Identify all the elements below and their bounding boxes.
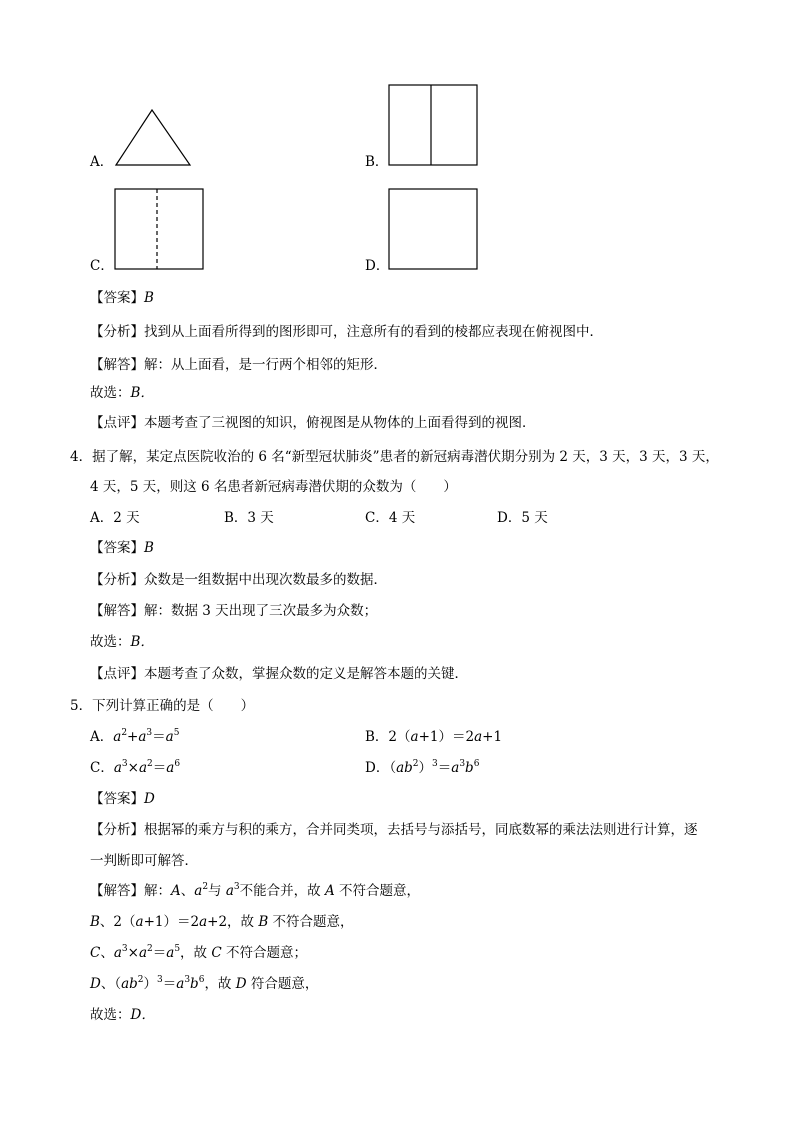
q4-option-d: D．5 天 (497, 510, 548, 526)
q3-comment: 【点评】本题考查了三视图的知识，俯视图是从物体的上面看得到的视图． (90, 415, 536, 431)
q4-option-c: C．4 天 (365, 510, 416, 526)
q4-comment: 【点评】本题考查了众数，掌握众数的定义是解答本题的关键． (90, 666, 468, 682)
q4-option-b: B．3 天 (224, 510, 274, 526)
q5-stem: 5．下列计算正确的是（ ） (70, 698, 255, 714)
q5-answer: 【答案】D (90, 791, 155, 807)
q3-choose: 故选：B． (90, 385, 154, 401)
q5-analysis-line1: 【分析】根据幂的乘方与积的乘方，合并同类项，去括号与添括号，同底数幂的乘法法则进行计算，逐 (90, 822, 698, 838)
q5-option-c: C．$a^3\times a^2=a^6$ (90, 759, 181, 776)
q5-solution-a: 【解答】解：A、$a^2$与 $a^3$不能合并，故 A 不符合题意， (90, 882, 420, 899)
q5-choose: 故选：D． (90, 1007, 155, 1023)
q3-solution: 【解答】解：从上面看，是一行两个相邻的矩形． (90, 357, 387, 373)
option-d-rectangle-figure (388, 188, 480, 272)
q3-answer: 【答案】B (90, 290, 154, 306)
q4-analysis: 【分析】众数是一组数据中出现次数最多的数据． (90, 572, 387, 588)
q3-analysis: 【分析】找到从上面看所得到的图形即可，注意所有的看到的棱都应表现在俯视图中． (90, 324, 603, 340)
q5-option-b: B．2（a+1）＝2a+1 (365, 729, 503, 745)
q4-option-a: A．2 天 (90, 510, 140, 526)
q5-analysis-line2: 一判断即可解答． (90, 853, 198, 869)
option-c-label: C． (90, 258, 114, 274)
q4-stem-line2: 4 天，5 天，则这 6 名患者新冠病毒潜伏期的众数为（ ） (90, 479, 457, 495)
option-b-label: B． (365, 154, 389, 170)
q4-answer: 【答案】B (90, 540, 154, 556)
q4-choose: 故选：B． (90, 634, 154, 650)
q5-option-d: D．$(ab^2)^3=a^3b^6$ (365, 759, 480, 776)
option-a-label: A． (90, 154, 114, 170)
q5-solution-d: D、$(ab^2)^3=a^3b^6$，故 D 符合题意， (90, 975, 319, 992)
q5-option-a: A．$a^2+a^3=a^5$ (90, 728, 180, 745)
q4-solution: 【解答】解：数据 3 天出现了三次最多为众数； (90, 603, 378, 619)
option-d-label: D． (365, 258, 390, 274)
q4-stem-line1: 4．据了解，某定点医院收治的 6 名“新型冠状肺炎”患者的新冠病毒潜伏期分别为 2 天，3 天，3 天，3 天， (70, 449, 719, 465)
option-a-triangle-figure (114, 108, 194, 168)
option-b-two-rectangles-figure (388, 84, 480, 168)
q5-solution-b: B、2（a+1）＝2a+2，故 B 不符合题意， (90, 914, 354, 930)
option-c-dashed-rectangle-figure (114, 188, 206, 272)
q5-solution-c: C、$a^3\times a^2=a^5$，故 C 不符合题意； (90, 944, 307, 961)
